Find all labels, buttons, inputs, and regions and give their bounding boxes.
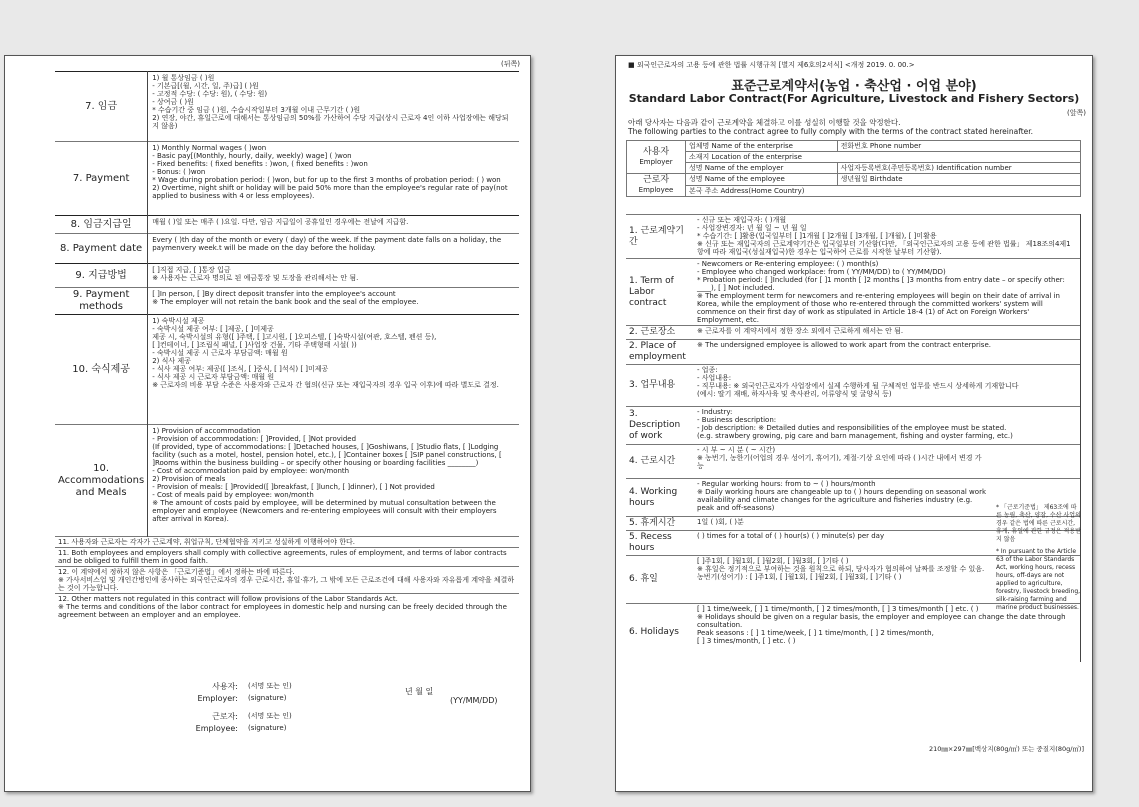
left-term-content xyxy=(148,288,519,315)
left-term-content xyxy=(148,142,519,216)
right-term-label: 6. Holidays xyxy=(626,604,694,662)
term-line: 제공 시, 숙박시설의 유형([ ]주택, [ ]고시원, [ ]오피스텔, [ ]숙박시설(여관, 호스텔, 펜션 등), xyxy=(152,333,437,341)
left-term-label: 7. 임금 xyxy=(55,72,148,142)
employee-address-field: 본국 주소 Address(Home Country) xyxy=(686,185,1081,197)
term-line: - Cost of accommodation paid by employee: won/month xyxy=(152,467,350,475)
term-line: Every ( )th day of the month or every ( day) of the week. If the payment date falls on a holiday, the paymenvery week.t will be made on the day before the holiday. xyxy=(152,236,502,252)
right-term-label: 4. Working hours xyxy=(626,479,694,517)
term-line: - Industry: xyxy=(697,408,733,416)
clause-row xyxy=(55,537,519,548)
left-term-content xyxy=(148,234,519,264)
employer-location-field: 소재지 Location of the enterprise xyxy=(686,152,1081,163)
clause-content xyxy=(55,548,519,567)
term-line: ※ 근로자를 이 계약서에서 정한 장소 외에서 근로하게 해서는 안 됨. xyxy=(697,327,904,335)
signing-date: 년 월 일 xyxy=(405,687,434,696)
term-line: (예시: 딸기 재배, 하자사육 및 축사관리, 어류양식 및 굴양식 등) xyxy=(697,390,892,398)
term-line: ※ The undersigned employee is allowed to work apart from the contract enterprise. xyxy=(697,341,991,349)
signature-block xyxy=(170,681,520,741)
employer-phone-field: 전화번호 Phone number xyxy=(837,141,1080,152)
title-korean: 표준근로계약서(농업 · 축산업 · 어업 분야) xyxy=(731,79,977,94)
clause-row xyxy=(55,594,519,621)
term-line: ※ The amount of costs paid by employee, will be determined by mutual consultation between the employer and employee (Newcomers and re-entering employees will consult with their employers after arrival in Korea). xyxy=(152,499,497,523)
term-line: ( ) times for a total of ( ) hour(s) ( ) minute(s) per day xyxy=(697,532,885,540)
term-line: - Newcomers or Re-entering employee: ( ) month(s) xyxy=(697,260,879,268)
term-line: 매월 ( )일 또는 매주 ( )요일. 다만, 임금 지급일이 공휴일인 경우에는 전날에 지급함. xyxy=(152,218,409,226)
right-term-content xyxy=(694,445,1081,479)
left-term-row xyxy=(55,264,519,288)
term-line: [ ] 3 times/month, [ ] etc. ( ) xyxy=(697,637,796,645)
right-term-label: 6. 휴일 xyxy=(626,556,694,604)
term-line: - Provision of meals: [ ]Provided([ ]breakfast, [ ]lunch, [ ]dinner), [ ] Not provided xyxy=(152,483,435,491)
right-term-label: 3. 업무내용 xyxy=(626,365,694,407)
term-line: 1) 월 통상임금 ( )원 xyxy=(152,74,215,82)
term-line: [ ]직접 지급, [ ]통장 입금 xyxy=(152,266,231,274)
intro-korean: 아래 당사자는 다음과 같이 근로계약을 체결하고 이를 성실히 이행할 것을 약정한다. xyxy=(628,118,901,127)
left-term-label: 9. Payment methods xyxy=(55,288,148,315)
term-line: 농번기(성어기) : [ ]주1회, [ ]월1회, [ ]월2회, [ ]월3회, [ ]기타 ( ) xyxy=(697,573,902,581)
clause-content xyxy=(55,567,519,594)
parties-table xyxy=(626,140,1081,197)
clause-line: 11. 사용자와 근로자는 각자가 근로계약, 취업규칙, 단체협약을 지키고 성실하게 이행하여야 한다. xyxy=(58,538,356,546)
left-term-label: 10. 숙식제공 xyxy=(55,315,148,425)
term-line: - 신규 또는 재입국자: ( )개월 xyxy=(697,216,787,224)
signature-field[interactable]: (서명 또는 인) xyxy=(248,682,292,690)
term-line: * 수습기간 중 임금 ( )원, 수습시작일부터 3개월 이내 근무기간 ( )원 xyxy=(152,106,361,114)
signing-date-format: (YY/MM/DD) xyxy=(450,696,498,705)
right-term-label: 1. Term of Labor contract xyxy=(626,259,694,326)
agriculture-exemption-note xyxy=(996,504,1082,612)
term-line: - Business description: xyxy=(697,416,777,424)
front-tag: (앞쪽) xyxy=(1067,109,1086,117)
left-term-content xyxy=(148,315,519,425)
right-term-content xyxy=(694,604,1081,662)
front-page xyxy=(615,55,1093,792)
paper-spec: 210㎜×297㎜[백상지(80g/㎡) 또는 중질지(80g/㎡)] xyxy=(928,745,1084,753)
term-line: 2) Overtime, night shift or holiday will be paid 50% more than the employee's regular rate of pay(not applied to business with 4 or less employees). xyxy=(152,184,508,200)
signature-row xyxy=(170,711,520,722)
employer-name-field: 업체명 Name of the enterprise xyxy=(686,141,838,152)
term-line: - 고정적 수당: ( 수당: 원), ( 수당: 원) xyxy=(152,90,268,98)
term-line: - 상여금 ( )원 xyxy=(152,98,194,106)
term-line: - 직무내용: ※ 외국인근로자가 사업장에서 실제 수행하게 될 구체적인 업무를 반드시 상세하게 기재합니다 xyxy=(697,382,1019,390)
signatory-label: 근로자: xyxy=(212,712,238,721)
right-term-label: 2. Place of employment xyxy=(626,340,694,365)
term-line: (If provided, type of accommodations: [ ]Detached houses, [ ]Goshiwans, [ ]Studio flats, [ ]Lodging facility (such as a motel, hostel, pension hotel, etc.), [ ]Container boxes [ ]SIP panel constructions, [ ]Rooms within the business building – or specify other housing or boarding facilities ________) xyxy=(152,443,502,467)
side-note-korean: * 「근로기준법」 제63조에 따른 농림, 축산, 양잠, 수산 사업의 경우 같은 법에 따른 근로시간, 휴게, 휴일에 관한 규정은 적용받지 않음 xyxy=(996,504,1081,543)
term-line: ※ 신규 또는 재입국자의 근로계약기간은 입국일부터 기산함(다만, 「외국인근로자의 고용 등에 관한 법률」 제18조의4제1항에 따라 재입국(성실재입국)한 경우는 입국하여 근로를 시작한 날부터 기산함). xyxy=(697,240,1071,256)
right-term-content xyxy=(694,215,1081,259)
form-reference: ■ 외국인근로자의 고용 등에 관한 법률 시행규칙 [별지 제6호의2서식] <개정 2019. 0. 00.> xyxy=(628,61,915,69)
right-term-label: 5. 휴게시간 xyxy=(626,517,694,531)
clause-line: ※ 가사서비스업 및 개인간병인에 종사하는 외국인근로자의 경우 근로시간, 휴일·휴가, 그 밖에 모든 근로조건에 대해 사용자와 자유롭게 계약을 체결하는 것이 가능합니다. xyxy=(58,576,515,592)
term-line: ※ 근로자의 비용 부담 수준은 사용자와 근로자 간 협의(신규 또는 재입국자의 경우 입국 이후)에 따라 별도로 결정. xyxy=(152,381,499,389)
term-line: - 숙박시설 제공 여부: [ ]제공, [ ]미제공 xyxy=(152,325,274,333)
term-line: 2) 식사 제공 xyxy=(152,357,191,365)
sheet-tag: (뒤쪽) xyxy=(501,60,520,68)
term-line: 2) 연장, 야간, 휴일근로에 대해서는 통상임금의 50%를 가산하여 수당 지급(상시 근로자 4인 이하 사업장에는 해당되지 않음) xyxy=(152,114,509,130)
term-line: [ ]In person, [ ]By direct deposit transfer into the employee's account xyxy=(152,290,396,298)
term-line: ※ 사용자는 근로자 명의로 된 예금통장 및 도장을 관리해서는 안 됨. xyxy=(152,274,359,282)
term-line: 1일 ( )회, ( )분 xyxy=(697,518,744,526)
signature-row xyxy=(170,724,520,733)
clause-line: ※ The terms and conditions of the labor contract for employees in domestic help and nursing can be freely decided through the agreement between an employer and an employee. xyxy=(58,603,507,619)
term-line: * Probation period: [ ]Included (for [ ]1 month [ ]2 months [ ]3 months from entry date – or specify other: ____), [ ] Not included. xyxy=(697,276,1065,292)
signature-field[interactable]: (signature) xyxy=(248,694,287,702)
term-line: - Fixed benefits: ( fixed benefits : )won, ( fixed benefits : )won xyxy=(152,160,368,168)
intro-english: The following parties to the contract agree to fully comply with the terms of the contract stated hereinafter. xyxy=(628,127,1034,136)
right-term-row xyxy=(626,365,1081,407)
left-term-row xyxy=(55,288,519,315)
term-line: 2) Provision of meals xyxy=(152,475,226,483)
term-line: 1) Monthly Normal wages ( )won xyxy=(152,144,267,152)
right-term-label: 2. 근로장소 xyxy=(626,326,694,340)
left-term-content xyxy=(148,264,519,288)
left-term-content xyxy=(148,72,519,142)
term-line: ※ 휴일은 정기적으로 부여하는 것을 원칙으로 하되, 당사자가 협의하여 날짜를 조정할 수 있음. xyxy=(697,565,985,573)
clause-row xyxy=(55,548,519,567)
right-term-row xyxy=(626,340,1081,365)
clause-content xyxy=(55,594,519,621)
left-term-label: 7. Payment xyxy=(55,142,148,216)
term-line: - Employee who changed workplace: from ( YY/MM/DD) to ( YY/MM/DD) xyxy=(697,268,946,276)
right-term-row xyxy=(626,407,1081,445)
left-term-row xyxy=(55,234,519,264)
contract-terms-table xyxy=(55,71,519,620)
term-line: [ ] 1 time/week, [ ] 1 time/month, [ ] 2 times/month, [ ] 3 times/month [ ] etc. ( ) xyxy=(697,605,979,613)
term-line: Peak seasons : [ ] 1 time/week, [ ] 1 time/month, [ ] 2 times/month, xyxy=(697,629,934,637)
term-line: * 수습기간: [ ]활용(입국일부터 [ ]1개월 [ ]2개월 [ ]3개월, [ ]개월), [ ]미활용 xyxy=(697,232,937,240)
clause-line: 11. Both employees and employers shall comply with collective agreements, rules of employment, and terms of labor contracts and be obliged to fulfill them in good faith. xyxy=(58,549,507,565)
left-term-label: 10. Accommodations and Meals xyxy=(55,425,148,537)
clause-line: 12. 이 계약에서 정하지 않은 사항은 「근로기준법」에서 정하는 바에 따른다. xyxy=(58,568,295,576)
left-term-row xyxy=(55,425,519,537)
term-line: * Wage during probation period: ( )won, but for up to the first 3 months of probation period: ( ) won xyxy=(152,176,501,184)
term-line: - Provision of accommodation: [ ]Provided, [ ]Not provided xyxy=(152,435,357,443)
term-line: - 식사 제공 여부: 제공([ ]조식, [ ]중식, [ ]석식) [ ]미제공 xyxy=(152,365,329,373)
left-term-label: 8. Payment date xyxy=(55,234,148,264)
term-line: 1) Provision of accommodation xyxy=(152,427,261,435)
term-line: - Bonus: ( )won xyxy=(152,168,206,176)
signatory-label: Employee: xyxy=(195,724,238,733)
term-line: - 식사 제공 시 근로자 부담금액: 매월 원 xyxy=(152,373,275,381)
right-term-label: 1. 근로계약기간 xyxy=(626,215,694,259)
intro xyxy=(628,118,1088,136)
right-term-row xyxy=(626,604,1081,662)
employer-id-field: 사업자등록번호(주민등록번호) Identification number xyxy=(837,163,1080,174)
term-line: 1) 숙박시설 제공 xyxy=(152,317,205,325)
title-english: Standard Labor Contract(For Agriculture, Livestock and Fishery Sectors) xyxy=(628,92,1080,105)
signatory-label: Employer: xyxy=(197,694,238,703)
left-term-content xyxy=(148,216,519,234)
clause-line: 12. Other matters not regulated in this contract will follow provisions of the Labor Standards Act. xyxy=(58,595,398,603)
term-line: (e.g. strawbery growing, pig care and barn management, fishing and oyster farming, etc.) xyxy=(697,432,1013,440)
left-term-row xyxy=(55,315,519,425)
term-line: [ ]주1회, [ ]월1회, [ ]월2회, [ ]월3회, [ ]기타 ( ) xyxy=(697,557,849,565)
right-term-label: 3. Description of work xyxy=(626,407,694,445)
left-term-row xyxy=(55,72,519,142)
term-line: - 기본급[(월, 시간, 일, 주)급] ( )원 xyxy=(152,82,259,90)
term-line: - Basic pay[(Monthly, hourly, daily, weekly) wage] ( )won xyxy=(152,152,352,160)
side-note-english: * In pursuant to the Article 63 of the Labor Standards Act, working hours, recess hours, off-days are not applied to agriculture, forestry, livestock breeding, silk-raising farming and marine product businesses. xyxy=(996,548,1081,611)
term-line: ※ The employment term for newcomers and re-entering employees will begin on their date of arrival in Korea, while the employment of those who re-entered through the committed workers' system will commence on their first day of work as stipulated in Article 18-4 (1) of Act on Foreign Workers' Employment, etc. xyxy=(697,292,1060,324)
term-line: - Job description: ※ Detailed duties and responsibilities of the employee must be stated. xyxy=(697,424,1007,432)
employer-rep-field: 성명 Name of the employer xyxy=(686,163,838,174)
back-page xyxy=(4,55,531,792)
right-term-label: 5. Recess hours xyxy=(626,531,694,556)
term-line: [ ]컨테이너, [ ]조립식 패널, [ ]사업장 건물, 기타 주택형태 시설( )) xyxy=(152,341,357,349)
signature-field[interactable]: (서명 또는 인) xyxy=(248,712,292,720)
signature-field[interactable]: (signature) xyxy=(248,724,287,732)
right-term-content xyxy=(694,259,1081,326)
term-line: - 업종: xyxy=(697,366,718,374)
right-term-content xyxy=(694,326,1081,340)
term-line: - Regular working hours: from to ~ ( ) hours/month xyxy=(697,480,876,488)
signatory-label: 사용자: xyxy=(212,682,238,691)
term-line: - 사업장변경자: 년 월 일 ~ 년 월 일 xyxy=(697,224,807,232)
left-term-row xyxy=(55,216,519,234)
term-line: - 사업내용: xyxy=(697,374,732,382)
term-line: ※ Holidays should be given on a regular basis, the employer and employee can change the date through consultation. xyxy=(697,613,1066,629)
employee-birth-field: 생년월일 Birthdate xyxy=(837,174,1080,186)
left-term-row xyxy=(55,142,519,216)
left-term-label: 8. 임금지급일 xyxy=(55,216,148,234)
right-term-row xyxy=(626,259,1081,326)
term-line: - 시 부 ~ 시 분 ( ~ 시간) xyxy=(697,446,776,454)
term-line: - Cost of meals paid by employee: won/month xyxy=(152,491,314,499)
employer-head: 사용자 Employer xyxy=(627,141,686,174)
right-term-content xyxy=(694,407,1081,445)
signature-row xyxy=(170,681,520,692)
employee-name-field: 성명 Name of the employee xyxy=(686,174,838,186)
term-line: ※ 농번기, 농한기(어업의 경우 성어기, 휴어기), 계절·기상 요인에 따라 ( )시간 내에서 변경 가능 xyxy=(697,454,982,470)
signature-row xyxy=(170,694,520,703)
term-line: ※ The employer will not retain the bank book and the seal of the employee. xyxy=(152,298,419,306)
clause-row xyxy=(55,567,519,594)
employee-head: 근로자 Employee xyxy=(627,174,686,197)
right-term-row xyxy=(626,215,1081,259)
left-term-label: 9. 지급방법 xyxy=(55,264,148,288)
clause-content xyxy=(55,537,519,548)
right-term-row xyxy=(626,326,1081,340)
left-term-content xyxy=(148,425,519,537)
right-term-content xyxy=(694,365,1081,407)
right-term-row xyxy=(626,445,1081,479)
right-term-label: 4. 근로시간 xyxy=(626,445,694,479)
right-term-content xyxy=(694,340,1081,365)
term-line: ※ Daily working hours are changeable up to ( ) hours depending on seasonal work availability and climate changes for the agriculture and fisheries industry (e.g. peak and off-seasons) xyxy=(697,488,986,512)
term-line: - 숙박시설 제공 시 근로자 부담금액: 매월 원 xyxy=(152,349,288,357)
